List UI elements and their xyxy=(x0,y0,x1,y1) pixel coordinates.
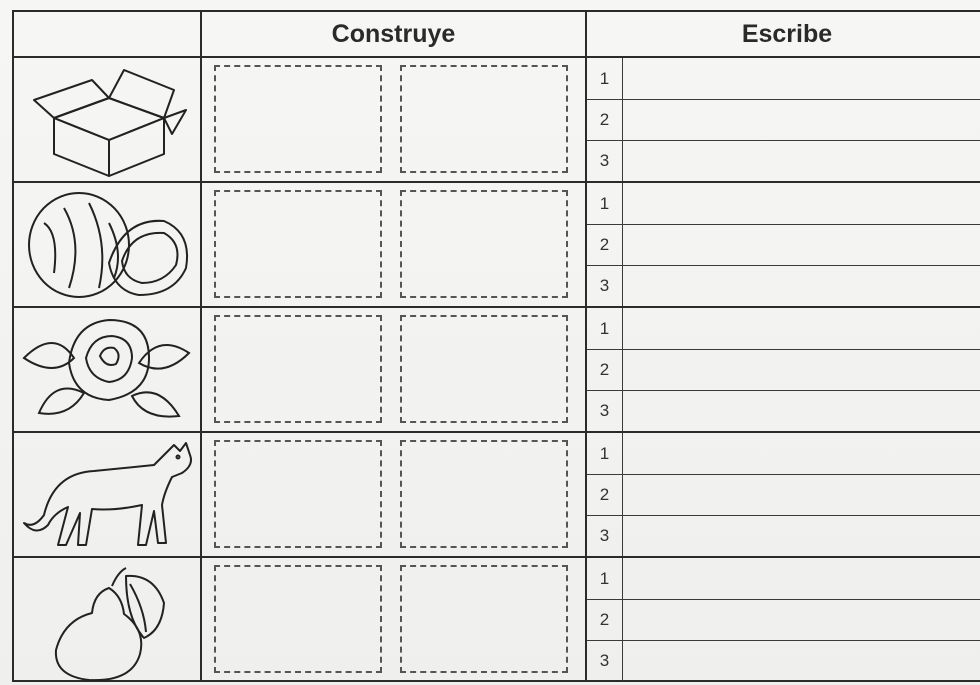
build-box[interactable] xyxy=(214,565,382,673)
line-number: 3 xyxy=(587,391,623,431)
puma-icon xyxy=(14,433,200,556)
write-cell xyxy=(587,183,980,306)
header-escribe xyxy=(587,12,980,56)
write-line[interactable] xyxy=(587,599,980,640)
build-cell xyxy=(202,433,587,556)
line-number: 1 xyxy=(587,58,623,99)
line-number: 3 xyxy=(587,641,623,681)
write-line[interactable] xyxy=(587,640,980,681)
pear-icon xyxy=(14,558,200,681)
write-cell xyxy=(587,558,980,682)
write-line[interactable] xyxy=(587,183,980,224)
build-box[interactable] xyxy=(214,190,382,298)
write-cell xyxy=(587,58,980,181)
write-cell xyxy=(587,308,980,431)
build-box[interactable] xyxy=(214,440,382,548)
table-row xyxy=(14,306,980,431)
build-cell xyxy=(202,183,587,306)
line-number: 1 xyxy=(587,183,623,224)
write-line[interactable] xyxy=(587,433,980,474)
line-number: 1 xyxy=(587,308,623,349)
line-number: 2 xyxy=(587,350,623,390)
picture-cell xyxy=(14,558,202,682)
rose-icon xyxy=(14,308,200,431)
box-icon xyxy=(14,58,200,181)
line-number: 3 xyxy=(587,266,623,306)
line-number: 2 xyxy=(587,225,623,265)
line-number: 2 xyxy=(587,475,623,515)
build-box[interactable] xyxy=(400,440,568,548)
build-cell xyxy=(202,58,587,181)
header-escribe-label: Escribe xyxy=(741,19,833,48)
build-box[interactable] xyxy=(400,190,568,298)
write-line[interactable] xyxy=(587,308,980,349)
header-blank-cell xyxy=(14,12,202,56)
build-box[interactable] xyxy=(214,315,382,423)
table-row xyxy=(14,556,980,682)
write-line[interactable] xyxy=(587,474,980,515)
picture-cell xyxy=(14,433,202,556)
build-box[interactable] xyxy=(400,565,568,673)
write-line[interactable] xyxy=(587,265,980,306)
coconut-icon xyxy=(14,183,200,306)
line-number: 2 xyxy=(587,600,623,640)
write-line[interactable] xyxy=(587,58,980,99)
write-line[interactable] xyxy=(587,558,980,599)
picture-cell xyxy=(14,183,202,306)
write-cell xyxy=(587,433,980,556)
table-row xyxy=(14,181,980,306)
picture-cell xyxy=(14,308,202,431)
write-line[interactable] xyxy=(587,349,980,390)
write-line[interactable] xyxy=(587,224,980,265)
line-number: 3 xyxy=(587,516,623,556)
header-construye-label: Construye xyxy=(331,19,456,48)
table-row xyxy=(14,56,980,181)
header-construye xyxy=(202,12,587,56)
table-row xyxy=(14,431,980,556)
picture-cell xyxy=(14,58,202,181)
line-number: 2 xyxy=(587,100,623,140)
line-number: 3 xyxy=(587,141,623,181)
build-box[interactable] xyxy=(214,65,382,173)
build-cell xyxy=(202,558,587,682)
build-box[interactable] xyxy=(400,315,568,423)
write-line[interactable] xyxy=(587,515,980,556)
write-line[interactable] xyxy=(587,99,980,140)
worksheet-table xyxy=(12,10,980,682)
build-cell xyxy=(202,308,587,431)
write-line[interactable] xyxy=(587,390,980,431)
line-number: 1 xyxy=(587,433,623,474)
line-number: 1 xyxy=(587,558,623,599)
write-line[interactable] xyxy=(587,140,980,181)
build-box[interactable] xyxy=(400,65,568,173)
